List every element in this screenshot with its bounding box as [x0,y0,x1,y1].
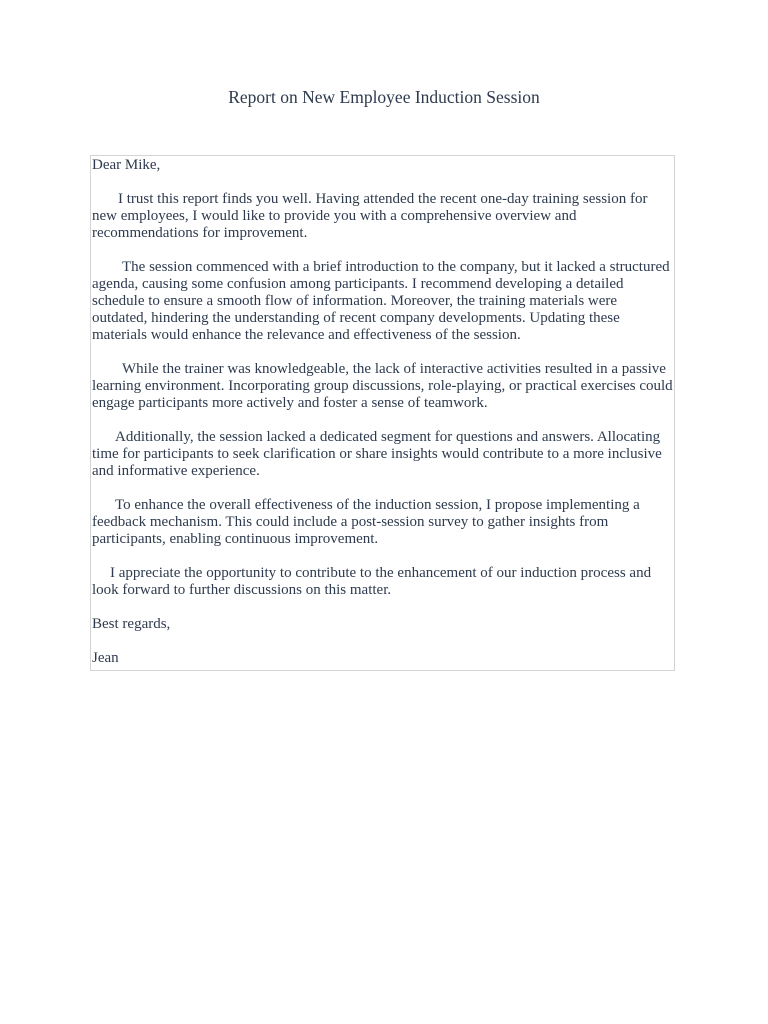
letter-body [90,155,675,671]
paragraph-intro: I trust this report finds you well. Having attended the recent one-day training session for new employees, I would like to provide you with a comprehensive overview and recommendations for improvement. [92,191,648,241]
paragraph-questions: Additionally, the session lacked a dedicated segment for questions and answers. Allocating time for participants to seek clarification or share insights would contribute to a more inclusive and informative experience. [92,429,662,479]
signature: Jean [92,650,119,666]
paragraph-appreciation: I appreciate the opportunity to contribute to the enhancement of our induction process and look forward to further discussions on this matter. [92,565,652,598]
salutation: Dear Mike, [92,157,161,173]
paragraph-agenda: The session commenced with a brief introduction to the company, but it lacked a structured agenda, causing some confusion among participants. I recommend developing a detailed schedule to ensure a smooth flow of information. Moreover, the training materials were outdated, hindering the understanding of recent company developments. Updating these materials would enhance the relevance and effectiveness of the session. [92,259,670,343]
paragraph-interactivity: While the trainer was knowledgeable, the lack of interactive activities resulted in a passive learning environment. Incorporating group discussions, role-playing, or practical exercises could engage participants more actively and foster a sense of teamwork. [92,361,673,411]
closing: Best regards, [92,616,171,632]
paragraph-feedback: To enhance the overall effectiveness of the induction session, I propose implementing a feedback mechanism. This could include a post-session survey to gather insights from participants, enabling continuous improvement. [92,497,640,547]
page-title: Report on New Employee Induction Session [228,87,540,107]
